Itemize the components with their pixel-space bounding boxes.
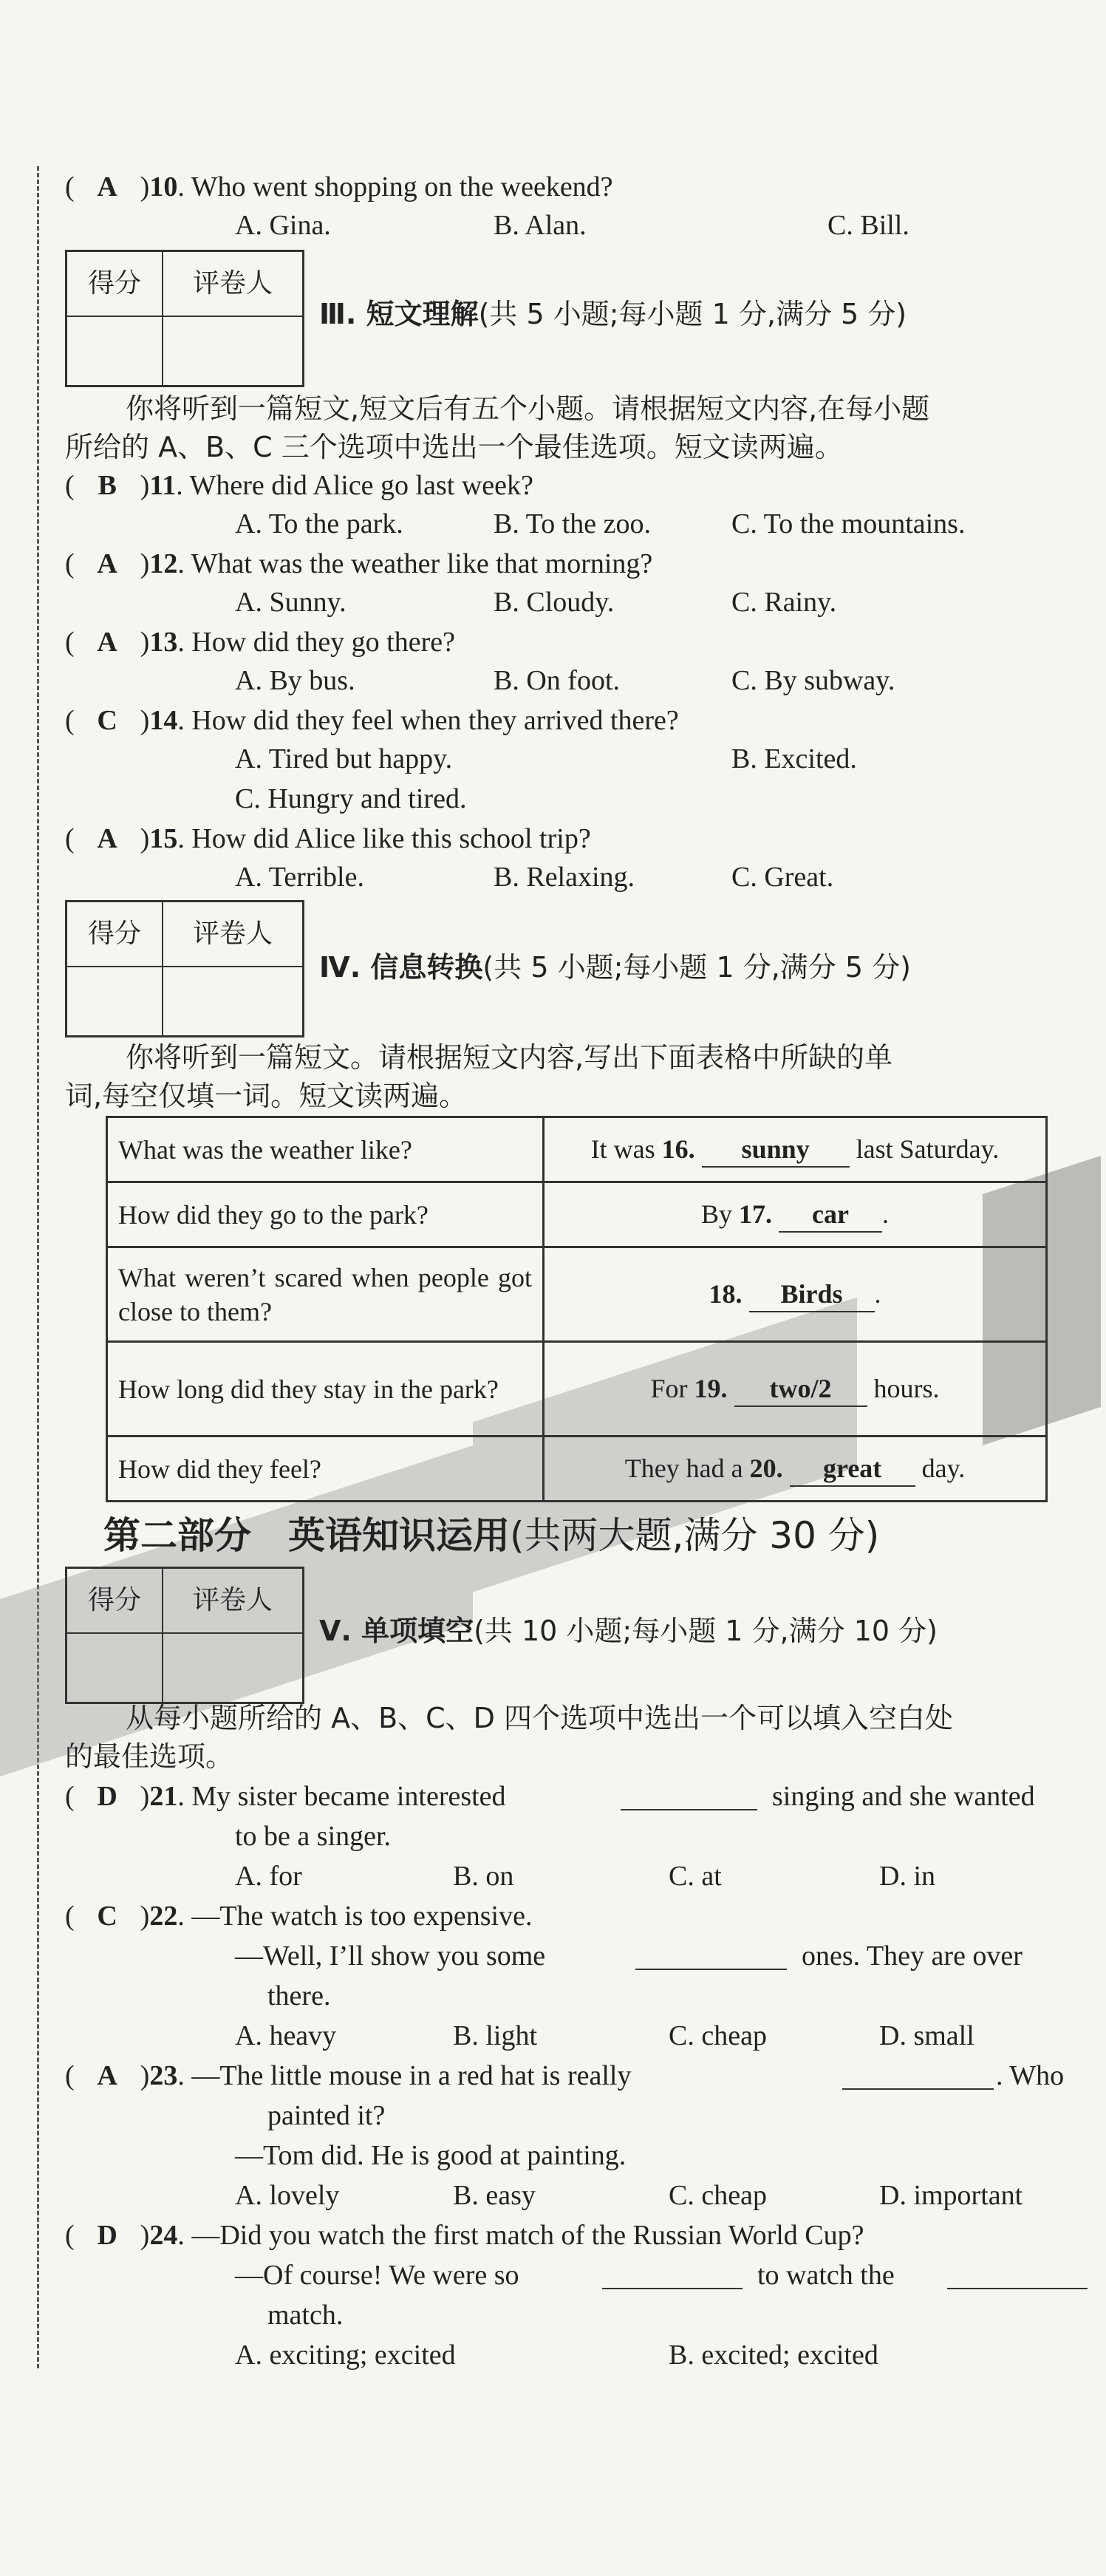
section-note: (共 10 小题;每小题 1 分,满分 10 分) xyxy=(474,1615,938,1647)
table-row xyxy=(107,1182,1047,1247)
question-text: . Who xyxy=(996,2060,1065,2091)
question-14: ( C )14. How did they feel when they arrived there? xyxy=(65,705,679,736)
part-title: 第二部分 英语知识运用 xyxy=(103,1514,510,1557)
question-text: singing and she wanted xyxy=(772,1781,1035,1812)
score-cell xyxy=(67,317,163,385)
option: B. Excited. xyxy=(731,743,857,774)
table-answer-cell: It was 16. sunny last Saturday. xyxy=(544,1117,1047,1182)
section-note: (共 5 小题;每小题 1 分,满分 5 分) xyxy=(478,298,907,330)
info-table xyxy=(106,1116,1048,1502)
option: C. To the mountains. xyxy=(731,508,966,539)
question-text: My sister became interested xyxy=(191,1781,506,1812)
option: C. By subway. xyxy=(731,665,895,696)
score-label: 得分 xyxy=(67,252,163,317)
option: D. important xyxy=(879,2180,1023,2211)
answer: A xyxy=(97,548,117,579)
fill-blank xyxy=(621,1809,757,1810)
option: A. Sunny. xyxy=(235,587,347,618)
answer-blank: sunny xyxy=(702,1132,850,1168)
table-question: What was the weather like? xyxy=(107,1117,544,1182)
option: A. Terrible. xyxy=(235,862,364,893)
question-text: Where did Alice go last week? xyxy=(189,470,533,501)
question-text: What was the weather like that morning? xyxy=(191,548,653,579)
question-22: ( C )22. —The watch is too expensive. xyxy=(65,1901,533,1932)
section-note: (共 5 小题;每小题 1 分,满分 5 分) xyxy=(482,951,911,984)
option: D. in xyxy=(879,1861,935,1892)
grader-label: 评卷人 xyxy=(163,252,302,317)
question-text: How did they feel when they arrived there? xyxy=(191,705,679,736)
question-number: 14 xyxy=(149,705,178,736)
option: D. small xyxy=(879,2020,974,2051)
fill-blank xyxy=(602,2288,743,2289)
question-11: ( B )11. Where did Alice go last week? xyxy=(65,470,533,501)
option: B. light xyxy=(453,2020,538,2051)
answer: A xyxy=(97,627,117,658)
instruction-line: 从每小题所给的 A、B、C、D 四个选项中选出一个可以填入空白处 xyxy=(126,1702,954,1734)
option: B. on xyxy=(453,1861,514,1892)
question-text: to watch the xyxy=(757,2260,895,2291)
question-text: —Did you watch the first match of the Russian World Cup? xyxy=(191,2220,864,2251)
score-box xyxy=(65,1567,304,1704)
question-number: 22 xyxy=(149,1901,178,1932)
question-number: 21 xyxy=(149,1781,178,1812)
table-row xyxy=(107,1247,1047,1342)
instruction-line: 你将听到一篇短文。请根据短文内容,写出下面表格中所缺的单 xyxy=(126,1041,893,1074)
answer: B xyxy=(98,470,117,501)
option: B. On foot. xyxy=(494,665,620,696)
question-number: 12 xyxy=(149,548,178,579)
option: A. Tired but happy. xyxy=(235,743,453,774)
question-number: 23 xyxy=(149,2060,178,2091)
question-21: ( D )21. My sister became interested xyxy=(65,1781,506,1812)
question-number: 11 xyxy=(149,470,177,501)
table-answer-cell: By 17. car . xyxy=(544,1182,1047,1247)
option: A. heavy xyxy=(235,2020,337,2051)
question-13: ( A )13. How did they go there? xyxy=(65,627,455,658)
score-box xyxy=(65,250,304,387)
option: A. lovely xyxy=(235,2180,340,2211)
question-text: ones. They are over xyxy=(802,1940,1023,1972)
instruction-line: 词,每空仅填一词。短文读两遍。 xyxy=(65,1080,468,1112)
question-number: 10 xyxy=(149,171,178,202)
grader-label: 评卷人 xyxy=(163,1569,302,1634)
option: C. cheap xyxy=(669,2180,767,2211)
table-question: How long did they stay in the park? xyxy=(107,1342,544,1437)
option: B. Alan. xyxy=(494,210,587,241)
question-text: —The little mouse in a red hat is really xyxy=(191,2060,632,2091)
answer: A xyxy=(97,2060,117,2091)
option: A. for xyxy=(235,1861,302,1892)
option: C. Hungry and tired. xyxy=(235,783,467,814)
question-23: ( A )23. —The little mouse in a red hat is really xyxy=(65,2060,632,2091)
score-label: 得分 xyxy=(67,1569,163,1634)
question-text: —Tom did. He is good at painting. xyxy=(235,2140,627,2171)
option: C. Great. xyxy=(731,862,834,893)
score-cell xyxy=(67,967,163,1035)
answer-blank: car xyxy=(779,1197,882,1233)
option: B. Relaxing. xyxy=(494,862,635,893)
answer-blank: two/2 xyxy=(734,1372,867,1407)
table-question: How did they go to the park? xyxy=(107,1182,544,1247)
answer-blank: great xyxy=(790,1451,915,1487)
question-text: match. xyxy=(267,2300,344,2331)
question-text: there. xyxy=(267,1980,331,2011)
section-5-title: Ⅴ. 单项填空(共 10 小题;每小题 1 分,满分 10 分) xyxy=(319,1615,938,1647)
score-label: 得分 xyxy=(67,902,163,967)
question-10: ( A )10. Who went shopping on the weekend? xyxy=(65,171,613,202)
table-row xyxy=(107,1437,1047,1502)
answer: C xyxy=(97,705,117,736)
question-text: Who went shopping on the weekend? xyxy=(191,171,613,202)
question-text: to be a singer. xyxy=(235,1821,392,1852)
question-text: —Of course! We were so xyxy=(235,2260,519,2291)
option: A. By bus. xyxy=(235,665,355,696)
question-15: ( A )15. How did Alice like this school trip? xyxy=(65,823,591,854)
option: B. excited; excited xyxy=(669,2340,878,2371)
section-3-title: Ⅲ. 短文理解(共 5 小题;每小题 1 分,满分 5 分) xyxy=(319,298,907,330)
table-question: What weren’t scared when people got close to them? xyxy=(107,1247,544,1342)
option: A. To the park. xyxy=(235,508,403,539)
answer: D xyxy=(97,1781,117,1812)
option: B. Cloudy. xyxy=(494,587,615,618)
question-text: painted it? xyxy=(267,2100,386,2131)
option: A. exciting; excited xyxy=(235,2340,456,2371)
part-note: (共两大题,满分 30 分) xyxy=(510,1514,880,1557)
question-text: —Well, I’ll show you some xyxy=(235,1940,546,1972)
question-text: How did they go there? xyxy=(191,627,455,658)
option: A. Gina. xyxy=(235,210,331,241)
table-answer-cell: 18. Birds . xyxy=(544,1247,1047,1342)
option: C. Bill. xyxy=(827,210,909,241)
part-2-heading xyxy=(103,1513,879,1558)
fill-blank xyxy=(947,2288,1088,2289)
option: B. To the zoo. xyxy=(494,508,652,539)
score-cell xyxy=(67,1634,163,1702)
question-number: 13 xyxy=(149,627,178,658)
table-question: How did they feel? xyxy=(107,1437,544,1502)
section-4-title: Ⅳ. 信息转换(共 5 小题;每小题 1 分,满分 5 分) xyxy=(319,951,911,984)
answer: C xyxy=(97,1901,117,1932)
option: C. at xyxy=(669,1861,722,1892)
question-24: ( D )24. —Did you watch the first match of the Russian World Cup? xyxy=(65,2220,864,2251)
option: C. cheap xyxy=(669,2020,767,2051)
option: C. Rainy. xyxy=(731,587,837,618)
question-number: 15 xyxy=(149,823,178,854)
table-row xyxy=(107,1342,1047,1437)
fill-blank xyxy=(842,2088,994,2090)
option: B. easy xyxy=(453,2180,536,2211)
instruction-line: 的最佳选项。 xyxy=(65,1740,234,1773)
answer: A xyxy=(97,823,117,854)
question-text: How did Alice like this school trip? xyxy=(191,823,591,854)
table-answer-cell: For 19. two/2 hours. xyxy=(544,1342,1047,1437)
question-12: ( A )12. What was the weather like that morning? xyxy=(65,548,653,579)
score-box xyxy=(65,900,304,1037)
grader-label: 评卷人 xyxy=(163,902,302,967)
instruction-line: 所给的 A、B、C 三个选项中选出一个最佳选项。短文读两遍。 xyxy=(65,431,843,463)
question-number: 24 xyxy=(149,2220,178,2251)
table-row xyxy=(107,1117,1047,1182)
fill-blank xyxy=(635,1969,787,1970)
table-answer-cell: They had a 20. great day. xyxy=(544,1437,1047,1502)
question-text: —The watch is too expensive. xyxy=(191,1901,533,1932)
instruction-line: 你将听到一篇短文,短文后有五个小题。请根据短文内容,在每小题 xyxy=(126,392,930,425)
answer-blank: Birds xyxy=(749,1277,875,1312)
binding-margin-line xyxy=(37,166,39,2368)
answer: D xyxy=(97,2220,117,2251)
answer: A xyxy=(97,171,117,202)
